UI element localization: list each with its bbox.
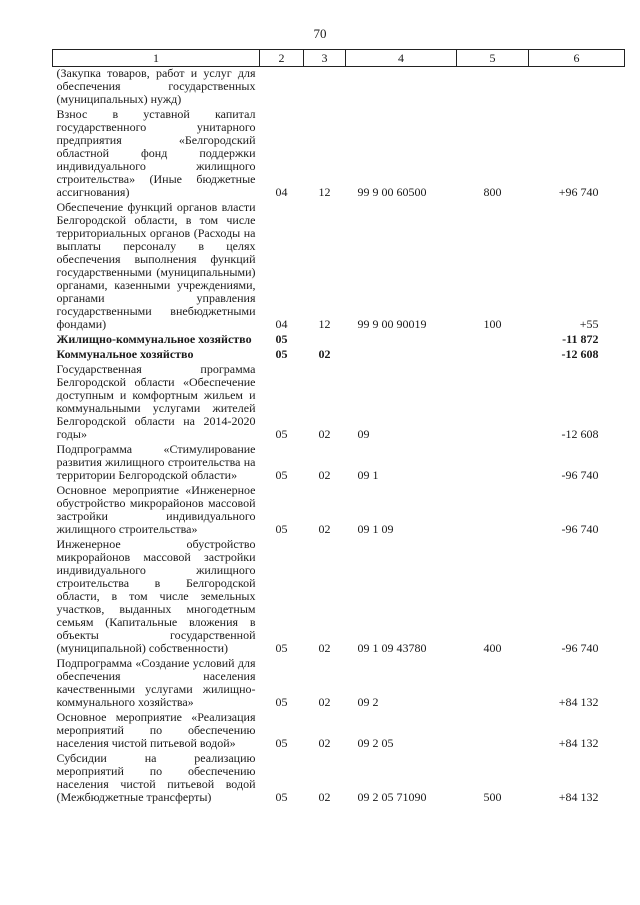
row-section: 05 <box>275 695 288 709</box>
row-amount: +96 740 <box>558 185 599 199</box>
row-name: Основное мероприятие «Реализация мероприятий по обеспечению населения чистой питьевой водой» <box>56 710 256 750</box>
row-amount: -96 740 <box>561 468 599 482</box>
column-header-6: 6 <box>529 50 625 67</box>
budget-table <box>52 49 625 806</box>
row-name: Подпрограмма «Стимулирование развития жилищного строительства на территории Белгородской области» <box>56 442 256 482</box>
table-row <box>53 201 625 333</box>
row-subsection: 02 <box>318 427 331 441</box>
row-subsection: 02 <box>318 695 331 709</box>
row-target-article: 09 2 05 71090 <box>357 790 427 804</box>
table-row <box>53 67 625 109</box>
row-section: 05 <box>275 332 288 346</box>
row-target-article: 09 1 09 43780 <box>357 641 427 655</box>
row-section: 04 <box>275 185 288 199</box>
row-section: 05 <box>275 468 288 482</box>
row-section: 05 <box>275 641 288 655</box>
page-number: 70 <box>313 26 327 41</box>
column-header-4: 4 <box>346 50 457 67</box>
row-section: 05 <box>275 790 288 804</box>
row-subsection <box>304 67 346 109</box>
row-amount: -12 608 <box>561 347 599 361</box>
row-expense-type: 100 <box>483 317 502 331</box>
row-name: Обеспечение функций органов власти Белгородской области, в том числе территориальных органов (Расходы на выплаты персоналу в целях обеспечения выполнения функций государственными (муниципальными) органами, казенными учреждениями, органами управления государственными внебюджетными фондами) <box>56 200 256 331</box>
row-name: Основное мероприятие «Инженерное обустройство микрорайонов массовой застройки индивидуального жилищного строительства» <box>56 483 256 536</box>
row-expense-type: 500 <box>483 790 502 804</box>
column-header-1: 1 <box>53 50 260 67</box>
row-amount <box>529 67 625 109</box>
row-target-article: 09 1 09 <box>357 522 394 536</box>
row-expense-type <box>457 711 529 752</box>
table-row <box>53 443 625 484</box>
column-header-3: 3 <box>304 50 346 67</box>
row-subsection <box>304 333 346 348</box>
row-subsection: 02 <box>318 736 331 750</box>
column-header-5: 5 <box>457 50 529 67</box>
table-row <box>53 333 625 348</box>
table-row <box>53 108 625 201</box>
row-amount: +84 132 <box>558 736 599 750</box>
row-target-article: 99 9 00 60500 <box>357 185 427 199</box>
table-header-row <box>53 50 625 67</box>
row-name: Подпрограмма «Создание условий для обеспечения населения качественными услугами жилищно-коммунального хозяйства» <box>56 656 256 709</box>
row-name: Взнос в уставной капитал государственного унитарного предприятия «Белгородский областной фонд поддержки индивидуального жилищного строительства» (Иные бюджетные ассигнования) <box>56 107 256 199</box>
row-expense-type <box>457 333 529 348</box>
row-expense-type <box>457 348 529 363</box>
row-section: 05 <box>275 427 288 441</box>
row-name: Коммунальное хозяйство <box>56 347 194 361</box>
row-amount: -96 740 <box>561 641 599 655</box>
row-target-article: 99 9 00 90019 <box>357 317 427 331</box>
row-name: Жилищно-коммунальное хозяйство <box>56 332 252 346</box>
row-target-article: 09 <box>357 427 370 441</box>
row-name: Инженерное обустройство микрорайонов массовой застройки индивидуального жилищного строительства в Белгородской области, в том числе земельных участков, выданных многодетным семьям (Капитальные вложения в объекты государственной (муниципальной) собственности) <box>56 537 256 655</box>
row-amount: -12 608 <box>561 427 599 441</box>
row-section <box>260 67 304 109</box>
row-name: (Закупка товаров, работ и услуг для обеспечения государственных (муниципальных) нужд) <box>56 66 256 106</box>
row-target-article: 09 2 <box>357 695 379 709</box>
row-subsection: 12 <box>318 317 331 331</box>
table-row <box>53 538 625 657</box>
row-expense-type <box>457 443 529 484</box>
row-expense-type <box>457 657 529 711</box>
row-target-article <box>346 67 457 109</box>
row-expense-type <box>457 363 529 443</box>
row-subsection: 02 <box>318 468 331 482</box>
row-subsection: 12 <box>318 185 331 199</box>
table-row <box>53 657 625 711</box>
row-subsection: 02 <box>318 522 331 536</box>
row-target-article: 09 1 <box>357 468 379 482</box>
column-header-2: 2 <box>260 50 304 67</box>
row-amount: +55 <box>579 317 599 331</box>
row-expense-type: 800 <box>483 185 502 199</box>
row-section: 05 <box>275 522 288 536</box>
row-name: Государственная программа Белгородской области «Обеспечение доступным и комфортным жильем и коммунальными услугами жителей Белгородской области на 2014-2020 годы» <box>56 362 256 441</box>
table-row <box>53 348 625 363</box>
row-amount: -11 872 <box>562 332 599 346</box>
row-amount: -96 740 <box>561 522 599 536</box>
table-row <box>53 711 625 752</box>
row-expense-type <box>457 67 529 109</box>
row-amount: +84 132 <box>558 695 599 709</box>
row-expense-type: 400 <box>483 641 502 655</box>
row-section: 05 <box>275 347 288 361</box>
table-row <box>53 363 625 443</box>
row-section: 05 <box>275 736 288 750</box>
row-target-article <box>346 348 457 363</box>
row-name: Субсидии на реализацию мероприятий по обеспечению населения чистой питьевой водой (Межбюджетные трансферты) <box>56 751 256 804</box>
row-target-article <box>346 333 457 348</box>
row-subsection: 02 <box>318 790 331 804</box>
row-subsection: 02 <box>318 641 331 655</box>
row-section: 04 <box>275 317 288 331</box>
row-expense-type <box>457 484 529 538</box>
table-row <box>53 484 625 538</box>
row-target-article: 09 2 05 <box>357 736 394 750</box>
row-amount: +84 132 <box>558 790 599 804</box>
table-row <box>53 752 625 806</box>
row-subsection: 02 <box>318 347 331 361</box>
